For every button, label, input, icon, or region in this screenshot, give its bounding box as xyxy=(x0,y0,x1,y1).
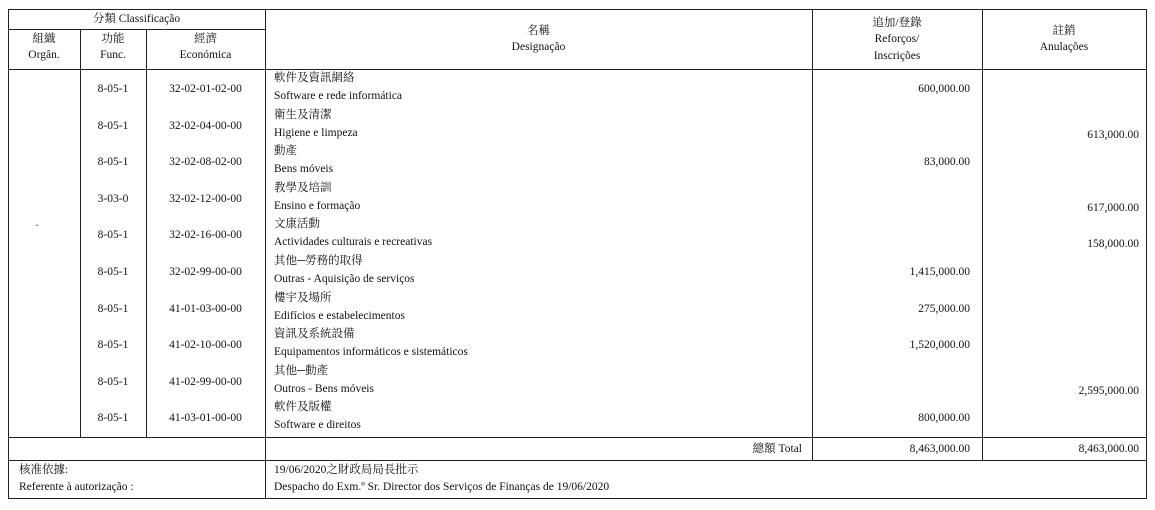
reinforcements-header-pt2: Inscrições xyxy=(873,50,921,62)
designation-pt: Equipamentos informáticos e sistemáticos xyxy=(274,346,468,359)
reinforcement-amount: 1,415,000.00 xyxy=(909,266,970,278)
annulment-amount: 2,595,000.00 xyxy=(1078,384,1139,397)
designation-header-pt: Designação xyxy=(511,41,566,53)
designation-zh: 軟件及資訊網絡 xyxy=(274,72,355,84)
econ-code: 41-01-03-00-00 xyxy=(169,302,242,315)
total-reinforcements: 8,463,000.00 xyxy=(909,443,970,455)
designation-pt: Higiene e limpeza xyxy=(274,126,358,139)
func-code: 8-05-1 xyxy=(97,156,129,169)
organ-header-pt: Orgân. xyxy=(28,49,60,61)
annulment-amount: 613,000.00 xyxy=(1087,128,1139,141)
total-label: 總額 Total xyxy=(752,443,802,455)
econ-header-zh: 經濟 xyxy=(194,33,217,45)
total-annulments: 8,463,000.00 xyxy=(1078,443,1139,455)
func-code: 8-05-1 xyxy=(97,266,129,278)
designation-pt: Ensino e formação xyxy=(274,199,361,212)
reference-label-pt: Referente à autorização : xyxy=(19,481,134,493)
annulment-amount: 158,000.00 xyxy=(1087,238,1139,251)
designation-pt: Edifícios e estabelecimentos xyxy=(274,309,405,322)
annulment-amount: 617,000.00 xyxy=(1087,201,1139,214)
func-code: 3-03-0 xyxy=(97,192,129,205)
econ-code: 32-02-12-00-00 xyxy=(169,192,242,205)
func-code: 8-05-1 xyxy=(97,83,129,95)
reference-text-zh: 19/06/2020之財政局局長批示 xyxy=(274,464,419,476)
designation-zh: 動產 xyxy=(274,145,297,158)
designation-zh: 樓宇及場所 xyxy=(274,291,332,304)
reinforcement-amount: 275,000.00 xyxy=(918,302,970,315)
designation-pt: Outras - Aquisição de serviços xyxy=(274,273,415,285)
designation-pt: Outros - Bens móveis xyxy=(274,382,374,395)
designation-zh: 資訊及系統設備 xyxy=(274,328,355,341)
designation-zh: 軟件及版權 xyxy=(274,401,332,414)
reinforcements-header-pt1: Reforços/ xyxy=(874,33,920,45)
annulments-header-pt: Anulações xyxy=(1039,41,1089,53)
organ-header-zh: 組織 xyxy=(32,33,56,45)
designation-pt: Software e rede informática xyxy=(274,90,403,102)
econ-code: 41-02-10-00-00 xyxy=(169,339,242,352)
func-header-pt: Func. xyxy=(100,49,126,61)
econ-code: 32-02-04-00-00 xyxy=(169,119,242,132)
func-code: 8-05-1 xyxy=(97,229,129,242)
econ-code: 41-03-01-00-00 xyxy=(169,412,242,425)
designation-zh: 衛生及清潔 xyxy=(274,108,332,121)
reinforcements-header-zh: 追加/登錄 xyxy=(872,17,922,29)
reference-label-zh: 核准依據: xyxy=(19,464,69,476)
func-header-zh: 功能 xyxy=(101,33,125,45)
reinforcement-amount: 800,000.00 xyxy=(918,412,970,425)
reference-text-pt: Despacho do Exm.º Sr. Director dos Serviços de Finanças de 19/06/2020 xyxy=(274,481,610,493)
classification-header: 分類 Classificação xyxy=(92,13,181,25)
designation-pt: Actividades culturais e recreativas xyxy=(274,236,433,249)
func-code: 8-05-1 xyxy=(97,412,129,425)
econ-code: 32-02-08-02-00 xyxy=(169,156,242,169)
econ-code: 41-02-99-00-00 xyxy=(169,375,242,388)
reinforcement-amount: 1,520,000.00 xyxy=(909,339,970,352)
designation-header-zh: 名稱 xyxy=(527,25,550,37)
designation-pt: Bens móveis xyxy=(274,163,334,176)
designation-zh: 其他─動產 xyxy=(274,364,329,377)
func-code: 8-05-1 xyxy=(97,339,129,352)
func-code: 8-05-1 xyxy=(97,119,129,132)
reinforcement-amount: 83,000.00 xyxy=(924,156,970,169)
econ-code: 32-02-01-02-00 xyxy=(169,83,242,95)
econ-code: 32-02-99-00-00 xyxy=(169,266,242,278)
designation-zh: 文康活動 xyxy=(274,218,320,231)
func-code: 8-05-1 xyxy=(97,302,129,315)
designation-pt: Software e direitos xyxy=(274,419,361,432)
designation-zh: 其他─勞務的取得 xyxy=(274,255,363,267)
annulments-header-zh: 註銷 xyxy=(1052,25,1076,37)
organ-mark: . xyxy=(35,217,39,229)
econ-header-pt: Económica xyxy=(179,49,232,61)
designation-zh: 教學及培訓 xyxy=(274,181,332,194)
reinforcement-amount: 600,000.00 xyxy=(918,83,970,95)
econ-code: 32-02-16-00-00 xyxy=(169,229,242,242)
func-code: 8-05-1 xyxy=(97,375,129,388)
